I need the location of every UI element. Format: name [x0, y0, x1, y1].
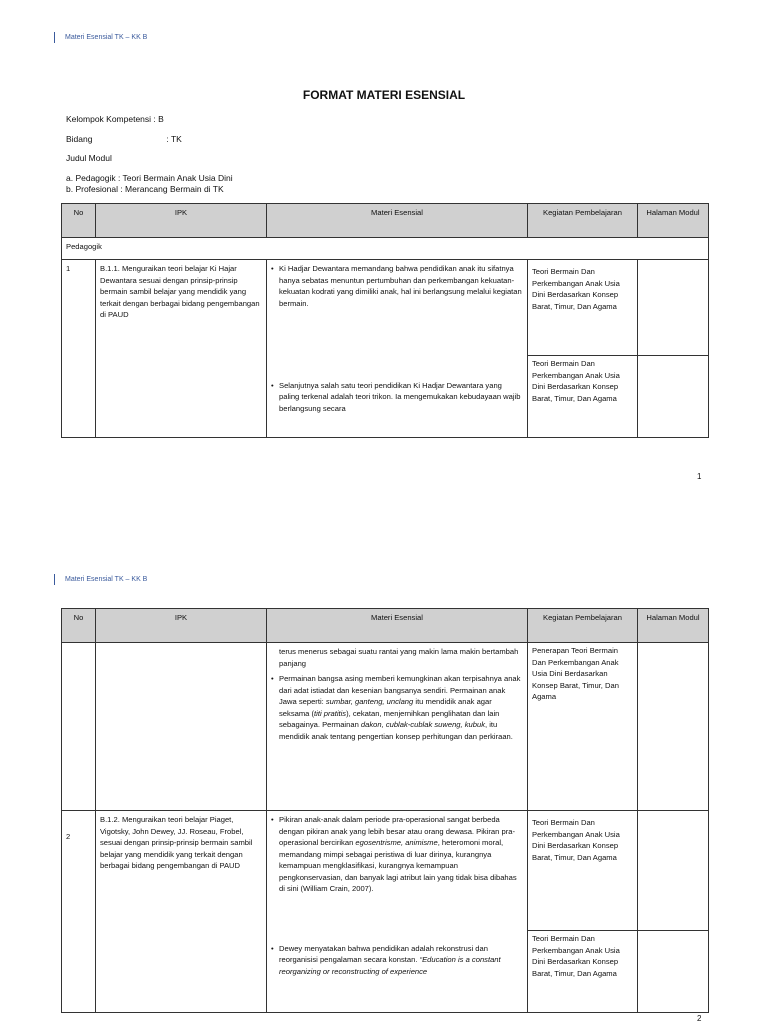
- row-materi: [267, 931, 528, 1013]
- col-no: No: [62, 609, 96, 643]
- section-pedagogik: Pedagogik: [62, 238, 709, 260]
- col-halaman: Halaman Modul: [638, 609, 709, 643]
- page-number: 2: [697, 1014, 702, 1023]
- materi-continuation: terus menerus sebagai suatu rantai yang makin lama makin bertambah panjang: [279, 647, 519, 668]
- row-ipk: B.1.1. Menguraikan teori belajar Ki Hajar Dewantara sesuai dengan prinsip-prinsip bermain sambil belajar yang mendidik yang terkait dengan berbagai bidang pengembangan di PAUD: [96, 260, 267, 438]
- table-header-row: [62, 204, 709, 238]
- row-halaman: [638, 931, 709, 1013]
- bidang-line: [66, 134, 182, 145]
- col-materi: Materi Esensial: [267, 609, 528, 643]
- bidang-label: Bidang: [66, 134, 93, 144]
- row-kegiatan: Teori Bermain Dan Perkembangan Anak Usia Dini Berdasarkan Konsep Barat, Timur, Dan Agama: [528, 260, 638, 356]
- materi-point: • Ki Hadjar Dewantara memandang bahwa pendidikan anak itu sifatnya hanya sebatas menuntun pertumbuhan dan perkembangan kekuatan-kekuatan kodrati yang dimiliki anak, hal ini berlangsung melalui kegiatan bermain.: [271, 263, 523, 309]
- row-halaman: [638, 811, 709, 931]
- bidang-value: : TK: [166, 134, 182, 144]
- table-header-row: [62, 609, 709, 643]
- col-ipk: IPK: [96, 609, 267, 643]
- row-kegiatan: Teori Bermain Dan Perkembangan Anak Usia Dini Berdasarkan Konsep Barat, Timur, Dan Agama: [528, 356, 638, 438]
- materi-point: • Permainan bangsa asing memberi kemungkinan akan terpisahnya anak dari adat istiadat dan kesenian bangsanya sendiri. Permainan anak Jawa seperti: sumbar, ganteng, unclang itu mendidik anak agar seksama (titi pratitis), cekatan, menjernihkan penglihatan dan lain sebagainya. Permainan dakon, cublak-cublak suweng, kubuk, itu mendidik anak tentang pengertian konsep perhitungan dan perkiraan.: [271, 673, 523, 742]
- table-row: [62, 811, 709, 931]
- table-row: [62, 260, 709, 356]
- page-number: 1: [697, 472, 702, 481]
- kelompok-kompetensi-line: [66, 114, 164, 125]
- table-row: [62, 643, 709, 811]
- modul-a: a. Pedagogik : Teori Bermain Anak Usia Dini: [66, 173, 233, 183]
- page-2: [0, 520, 768, 1024]
- col-halaman: Halaman Modul: [638, 204, 709, 238]
- materi-point: • Selanjutnya salah satu teori pendidikan Ki Hadjar Dewantara yang paling terkenal adalah teori trikon. Ia mengemukakan kebudayaan wajib berlangsung secara: [271, 380, 523, 415]
- materi-table-page1: [61, 203, 709, 438]
- col-kegiatan: Kegiatan Pembelajaran: [528, 609, 638, 643]
- materi-point: • Dewey menyatakan bahwa pendidikan adalah rekonstrusi dan reorganisisi pengalaman secara konstan. “Education is a constant reorganizing or reconstructing of experience: [271, 943, 523, 978]
- judul-modul-label: Judul Modul: [66, 153, 112, 163]
- modul-b: b. Profesional : Merancang Bermain di TK: [66, 184, 224, 194]
- materi-table-page2: [61, 608, 709, 1013]
- kk-value: : B: [153, 114, 164, 124]
- document-title: FORMAT MATERI ESENSIAL: [302, 88, 466, 102]
- row-ipk: [96, 643, 267, 811]
- row-no: [62, 643, 96, 811]
- row-halaman: [638, 643, 709, 811]
- kk-label: Kelompok Kompetensi: [66, 114, 152, 124]
- row-halaman: [638, 356, 709, 438]
- row-halaman: [638, 260, 709, 356]
- running-header: Materi Esensial TK – KK B: [54, 574, 147, 585]
- col-no: No: [62, 204, 96, 238]
- row-kegiatan: Teori Bermain Dan Perkembangan Anak Usia Dini Berdasarkan Konsep Barat, Timur, Dan Agama: [528, 931, 638, 1013]
- row-kegiatan: Teori Bermain Dan Perkembangan Anak Usia Dini Berdasarkan Konsep Barat, Timur, Dan Agama: [528, 811, 638, 931]
- materi-point: • Pikiran anak-anak dalam periode pra-operasional sangat berbeda dengan pikiran anak yang lebih besar atau orang dewasa. Pikiran pra-operasional bercirikan egosentrisme, animisme, heteromoni moral, memandang mimpi sebagai peristiwa di luar dirinya, kurangnya kemampuan mengklasifikasi, kurangnya kemampuan pengkonservasian, dan banyak lagi atribut lain yang tidak bisa dibahas di sini (William Crain, 2007).: [271, 814, 523, 895]
- col-kegiatan: Kegiatan Pembelajaran: [528, 204, 638, 238]
- section-row: [62, 238, 709, 260]
- running-header: Materi Esensial TK – KK B: [54, 32, 147, 43]
- row-no: 1: [62, 260, 96, 438]
- row-kegiatan: Penerapan Teori Bermain Dan Perkembangan Anak Usia Dini Berdasarkan Konsep Barat, Timur, Dan Agama: [528, 643, 638, 811]
- row-materi: [267, 356, 528, 438]
- col-ipk: IPK: [96, 204, 267, 238]
- row-materi: [267, 643, 528, 811]
- col-materi: Materi Esensial: [267, 204, 528, 238]
- row-no: 2: [62, 811, 96, 1013]
- row-materi: [267, 260, 528, 356]
- row-ipk: B.1.2. Menguraikan teori belajar Piaget, Vigotsky, John Dewey, JJ. Roseau, Frobel, sesuai dengan prinsip-prinsip bermain sambil belajar yang mendidik yang terkait dengan berbagai bidang pengembangan di PAUD: [96, 811, 267, 1013]
- row-materi: [267, 811, 528, 931]
